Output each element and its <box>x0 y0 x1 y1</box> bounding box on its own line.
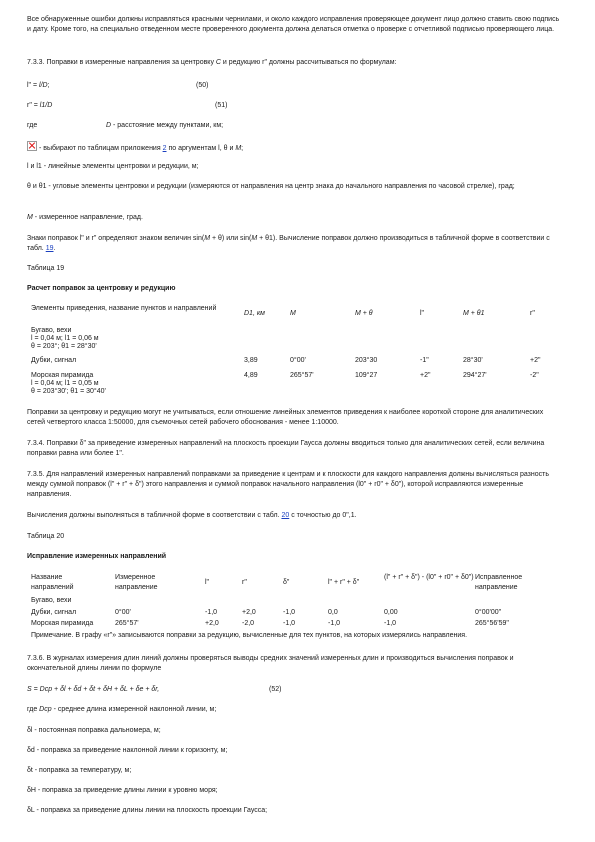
dsr-text-a: где <box>27 706 40 713</box>
m-definition-text: - измеренное направление, град. <box>32 214 143 221</box>
t19-row3-line3: θ = 203°30'; θ1 = 30°40' <box>31 388 106 395</box>
dl-definition: δl - постоянная поправка дальномера, м; <box>27 727 161 734</box>
t20-header-delta: δ" <box>283 579 290 586</box>
formula-52-text: S = Dср + δl + δd + δt + δH + δL + δe + δr, <box>27 686 160 693</box>
t20-header-name: Название направлений <box>31 574 74 591</box>
t20-header-r: r" <box>242 579 247 586</box>
t19-row3-l: +2" <box>420 372 431 379</box>
where-d-symbol: D <box>106 122 112 129</box>
formula-50-rhs: l/D <box>39 82 48 89</box>
section-733-symbol-c: C <box>215 59 221 66</box>
t19-row3-m: 265°57' <box>290 372 314 379</box>
table-20-caption: Таблица 20 <box>27 533 65 540</box>
t19-header-m-theta1-text: M + θ1 <box>463 310 485 317</box>
t20-row3-diff: -1,0 <box>384 620 397 627</box>
dlg-definition: δL - поправка за приведение длины линии на плоскость проекции Гаусса; <box>27 807 268 814</box>
broken-image-icon <box>27 141 37 151</box>
m-definition <box>27 213 143 223</box>
section-733-text-a: 7.3.3. Поправки в измеренные направления за центровку <box>27 59 216 66</box>
t19-row2-d: 3,89 <box>244 357 258 364</box>
section-733-paragraph <box>27 58 396 68</box>
t19-row2-m-theta: 203°30 <box>355 357 378 364</box>
t20-row1-name: Бугаво, вехи <box>31 597 72 604</box>
t20-row2-name: Дубки, сигнал <box>31 609 77 616</box>
t20-row2-delta: -1,0 <box>283 609 296 616</box>
m-symbol: M <box>27 214 33 221</box>
formula-52-number: (52) <box>269 686 282 693</box>
section-734-paragraph: 7.3.4. Поправки δ" за приведение измеренных направлений на плоскость проекции Гаусса должны вводиться только для аналитических сетей, если величина поправки равна или более 1". <box>27 440 545 457</box>
t19-header-m-theta-text: M + θ <box>355 310 373 317</box>
dd-definition: δd - поправка за приведение наклонной линии к горизонту, м; <box>27 747 228 754</box>
table-19-link[interactable]: 19 <box>45 245 54 252</box>
signs-text-c: + θ1). Вычисление поправок должно производиться в табличной форме в соответствии с табл. <box>27 235 550 252</box>
dsr-symbol: Dср <box>39 706 52 713</box>
t19-row3-r: -2" <box>530 372 539 379</box>
t19-row1-line2: l = 0,04 м; l1 = 0,06 м <box>31 335 99 342</box>
sincos-text-c: ; <box>241 145 244 152</box>
table-19-caption: Таблица 19 <box>27 265 65 272</box>
formula-50 <box>27 81 50 91</box>
t20-row2-sum: 0,0 <box>328 609 338 616</box>
t19-header-m-theta <box>355 309 373 319</box>
t19-row1-line1: Бугаво, вехи <box>31 327 72 334</box>
t20-row2-l: -1,0 <box>205 609 218 616</box>
table-19-title: Расчет поправок за центровку и редукцию <box>27 285 176 292</box>
t20-header-corrected: Исправленное направление <box>475 574 523 591</box>
t19-row3-d: 4,89 <box>244 372 258 379</box>
sincos-definition <box>27 141 243 154</box>
formula-50-lhs: l" = <box>27 82 40 89</box>
signs-text-b: + θ) или sin( <box>210 235 252 242</box>
where-d-text: - расстояние между пунктами, км; <box>111 122 224 129</box>
dsr-definition <box>27 705 216 715</box>
skip-corrections-paragraph: Поправки за центровку и редукцию могут не учитываться, если отношение линейных элементов приведения к наиболее короткой стороне для аналитических сетей четвертого класса 1:50000, для съемочных сетей рабочего обоснования - менее 1:10000. <box>27 409 544 426</box>
t20-header-diff: (l" + r" + δ") - (l0" + r0" + δ0") <box>384 574 474 581</box>
t19-header-d <box>244 309 265 319</box>
t20-header-sum: l" + r" + δ" <box>328 579 360 586</box>
t19-row2-m: 0°00' <box>290 357 306 364</box>
signs-symbol-m2: M <box>251 235 258 242</box>
calc-text-a: Вычисления должны выполняться в табличной форме в соответствии с табл. <box>27 512 282 519</box>
t20-row3-delta: -1,0 <box>283 620 296 627</box>
formula-51-rhs: l1/D <box>39 102 53 109</box>
t20-row3-sum: -1,0 <box>328 620 341 627</box>
t20-row2-measured: 0°00' <box>115 609 131 616</box>
calc-paragraph <box>27 511 357 521</box>
t20-note: Примечание. В графу «r"» записываются поправки за редукцию, вычисленные для тех пунктов, на которых измерялись направления. <box>31 632 468 639</box>
dt-definition: δt - поправка за температуру, м; <box>27 767 132 774</box>
t19-header-m-theta1 <box>463 309 485 319</box>
table-20-link[interactable]: 20 <box>281 512 290 519</box>
t20-row3-name: Морская пирамида <box>31 620 94 627</box>
dsr-text-b: - среднее длина измеренной наклонной линии, м; <box>51 706 217 713</box>
t19-header-m <box>290 309 296 319</box>
t19-header-elements: Элементы приведения, название пунктов и направлений <box>31 305 217 312</box>
signs-text-a: Знаки поправок l" и r" определяют знаком величин sin( <box>27 235 205 242</box>
formula-50-number: (50) <box>196 82 209 89</box>
t20-row2-r: +2,0 <box>242 609 256 616</box>
where-d-definition <box>106 121 223 131</box>
formula-52 <box>27 685 159 695</box>
t20-row2-diff: 0,00 <box>384 609 398 616</box>
signs-symbol-m1: M <box>204 235 211 242</box>
t20-row3-corrected: 265°56'59" <box>475 620 509 627</box>
t20-row2-corrected: 0°00'00" <box>475 609 502 616</box>
dh-definition: δH - поправка за приведение длины линии к уровню моря; <box>27 787 218 794</box>
t19-row3-name: Морская пирамида <box>31 372 94 379</box>
t19-row2-m-theta1: 28°30' <box>463 357 483 364</box>
intro-paragraph: Все обнаруженные ошибки должны исправляться красными чернилами, и около каждого исправления проверяющее документ лицо должно ставить свою подпись и дату. Кроме того, на специально отведенном месте проверенного документа должна делаться отметка о проверке с отчетливой подписью проверяющего лица. <box>27 16 560 33</box>
t19-header-d-text: D1, км <box>244 310 265 317</box>
t19-header-l: l" <box>420 310 425 317</box>
sincos-symbol-m: M <box>235 145 242 152</box>
t19-row2-l: -1" <box>420 357 429 364</box>
t19-row3-m-theta1: 294°27' <box>463 372 487 379</box>
signs-paragraph <box>27 234 562 254</box>
t19-header-m-text: M <box>290 310 296 317</box>
t20-row3-r: -2,0 <box>242 620 255 627</box>
t20-row3-measured: 265°57' <box>115 620 139 627</box>
where-label: где <box>27 122 38 129</box>
signs-text-d: . <box>53 245 56 252</box>
sincos-text-a: - выбирают по таблицам приложения <box>37 145 163 152</box>
section-735-paragraph: 7.3.5. Для направлений измеренных направлений поправками за приведение к центрам и к плоскости для каждого направления должны вычисляться разность между суммой поправок (l" + r" + δ") этого направления и суммой поправок начального направления (l0" + r0" + δ0"), которой исправляются измеренные направления. <box>27 471 549 498</box>
calc-text-b: с точностью до 0",1. <box>289 512 357 519</box>
t19-row2-r: +2" <box>530 357 541 364</box>
formula-51 <box>27 101 52 111</box>
angular-elements-definition: θ и θ1 - угловые элементы центровки и редукции (измеряются от направления на центр знака до начального направления по часовой стрелке), град; <box>27 183 515 190</box>
t20-header-measured: Измеренное направление <box>115 574 158 591</box>
t20-header-l: l" <box>205 579 210 586</box>
t19-row3-line2: l = 0,04 м; l1 = 0,05 м <box>31 380 99 387</box>
t20-row3-l: +2,0 <box>205 620 219 627</box>
table-20-title: Исправление измеренных направлений <box>27 553 167 560</box>
t19-row3-m-theta: 109°27 <box>355 372 378 379</box>
formula-51-number: (51) <box>215 102 228 109</box>
sincos-text-b: по аргументам l, θ и <box>166 145 236 152</box>
section-733-text-b: и редукцию r" должны рассчитываться по формулам: <box>220 59 397 66</box>
t19-header-r: r" <box>530 310 535 317</box>
formula-50-end: ; <box>47 82 50 89</box>
section-736-paragraph: 7.3.6. В журналах измерения длин линий должны проверяться выводы средних значений измеренных длин и производиться вычисления поправок и окончательной длины линии по формуле <box>27 655 514 672</box>
t19-row1-line3: θ = 203°; θ1 = 28°30' <box>31 343 97 350</box>
t19-row2-name: Дубки, сигнал <box>31 357 77 364</box>
appendix-2-link[interactable]: 2 <box>162 145 167 152</box>
linear-elements-definition: l и l1 - линейные элементы центровки и редукции, м; <box>27 163 199 170</box>
formula-51-lhs: r" = <box>27 102 40 109</box>
